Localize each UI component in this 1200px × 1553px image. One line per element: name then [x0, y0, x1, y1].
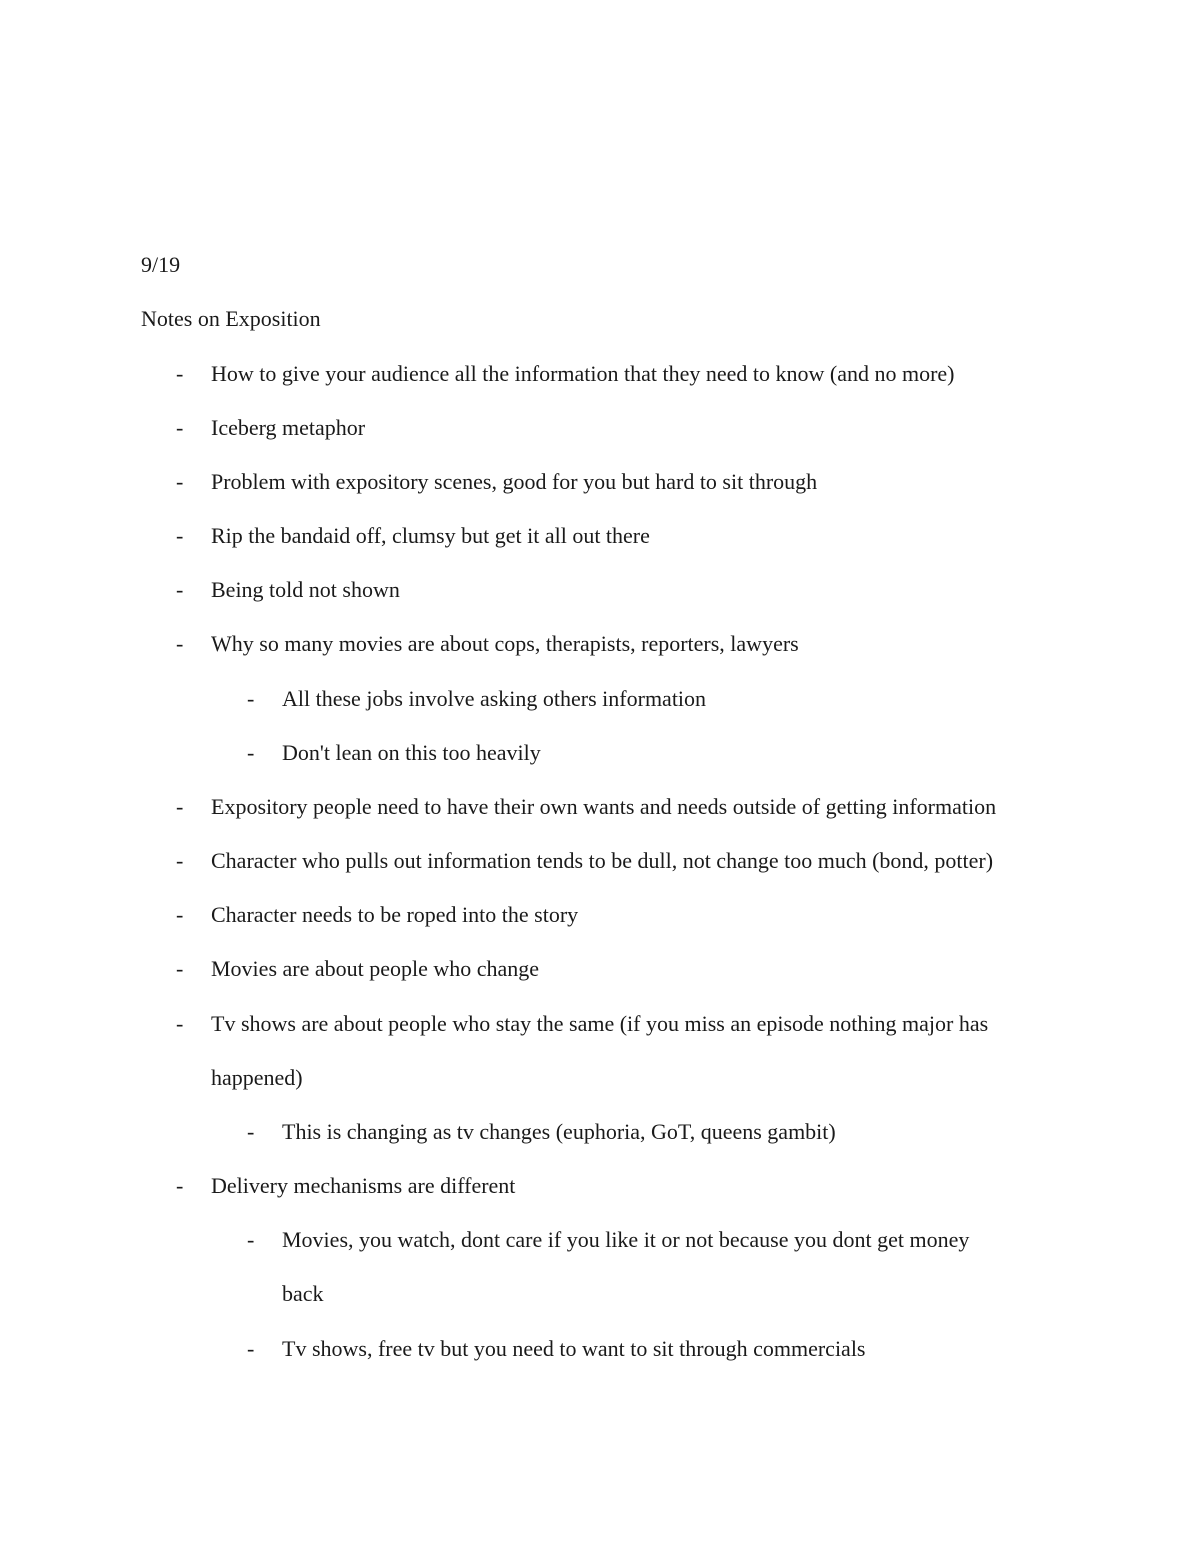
- bullet-dash: -: [176, 848, 184, 873]
- bullet-dash: -: [176, 523, 184, 548]
- list-item: Delivery mechanisms are different: [211, 1173, 516, 1198]
- list-item: Rip the bandaid off, clumsy but get it all out there: [211, 523, 650, 548]
- list-item: Tv shows are about people who stay the same (if you miss an episode nothing major has: [211, 1011, 989, 1036]
- sub-list-item: All these jobs involve asking others information: [282, 686, 707, 711]
- list-item: Being told not shown: [211, 577, 400, 602]
- list-item: Why so many movies are about cops, therapists, reporters, lawyers: [211, 631, 799, 656]
- page-title: Notes on Exposition: [141, 306, 321, 331]
- list-item-continuation: happened): [211, 1065, 303, 1090]
- list-item: How to give your audience all the information that they need to know (and no more): [211, 361, 955, 386]
- bullet-dash: -: [176, 577, 184, 602]
- bullet-dash: -: [176, 1173, 184, 1198]
- bullet-dash: -: [176, 902, 184, 927]
- list-item: Character needs to be roped into the story: [211, 902, 579, 927]
- bullet-dash: -: [176, 631, 184, 656]
- bullet-dash: -: [176, 956, 184, 981]
- sub-bullet-dash: -: [247, 1227, 255, 1252]
- bullet-dash: -: [176, 361, 184, 386]
- sub-bullet-dash: -: [247, 686, 255, 711]
- list-item: Movies are about people who change: [211, 956, 540, 981]
- sub-bullet-dash: -: [247, 1119, 255, 1144]
- list-item: Iceberg metaphor: [211, 415, 366, 440]
- sub-list-item: Don't lean on this too heavily: [282, 740, 541, 765]
- list-item: Problem with expository scenes, good for you but hard to sit through: [211, 469, 818, 494]
- sub-bullet-dash: -: [247, 740, 255, 765]
- bullet-dash: -: [176, 415, 184, 440]
- sub-list-item-continuation: back: [282, 1281, 324, 1306]
- list-item: Expository people need to have their own wants and needs outside of getting information: [211, 794, 997, 819]
- bullet-dash: -: [176, 1011, 184, 1036]
- sub-bullet-dash: -: [247, 1336, 255, 1361]
- bullet-dash: -: [176, 469, 184, 494]
- bullet-dash: -: [176, 794, 184, 819]
- sub-list-item: Movies, you watch, dont care if you like it or not because you dont get money: [282, 1227, 970, 1252]
- sub-list-item: Tv shows, free tv but you need to want to sit through commercials: [282, 1336, 866, 1361]
- list-item: Character who pulls out information tends to be dull, not change too much (bond, potter): [211, 848, 994, 873]
- sub-list-item: This is changing as tv changes (euphoria, GoT, queens gambit): [282, 1119, 836, 1144]
- date-heading: 9/19: [141, 252, 181, 277]
